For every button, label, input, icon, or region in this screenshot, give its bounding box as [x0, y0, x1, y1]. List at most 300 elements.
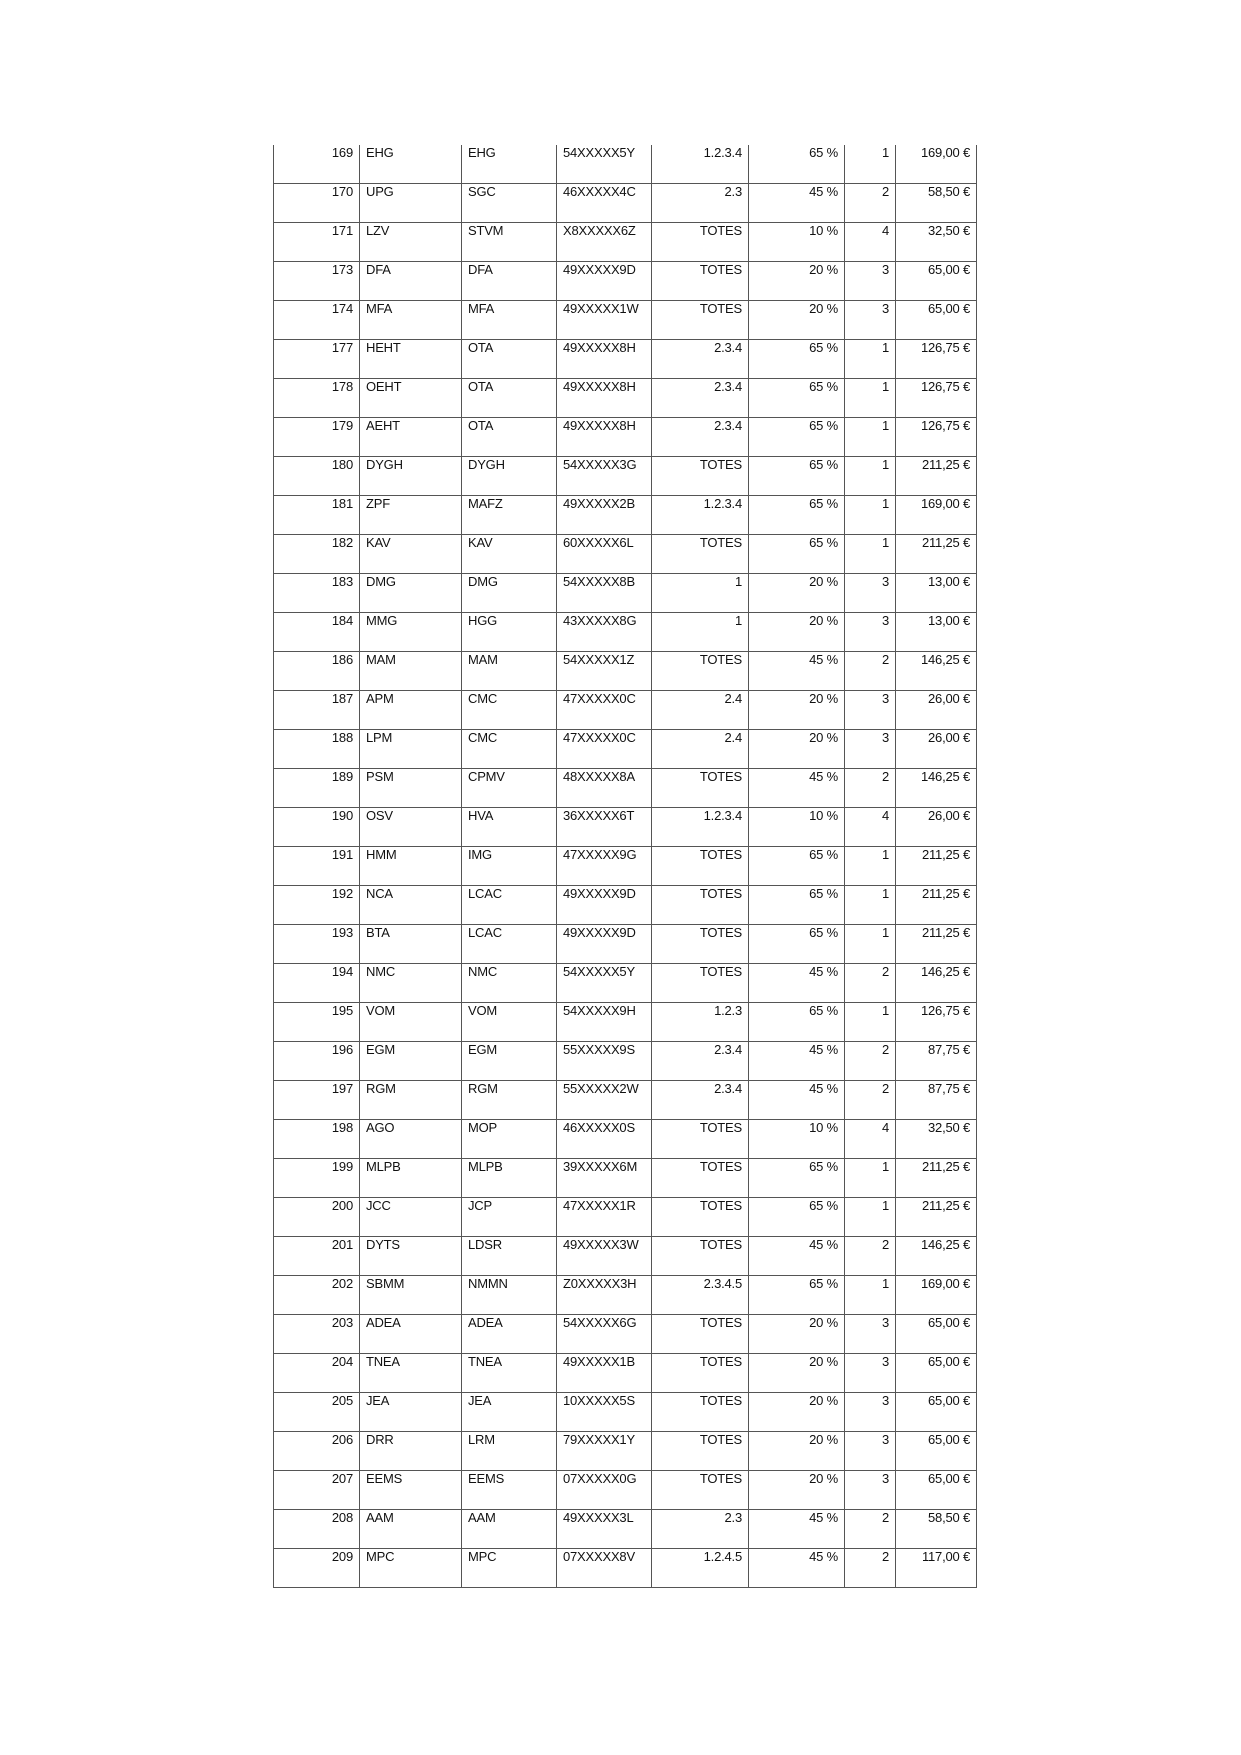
code-b-cell: DFA — [462, 262, 557, 301]
amount-cell: 32,50 € — [896, 223, 977, 262]
level-cell: 1 — [845, 340, 896, 379]
id-cell: 48XXXXX8A — [557, 769, 652, 808]
level-cell: 1 — [845, 145, 896, 184]
percent-cell: 65 % — [749, 496, 845, 535]
row-number-cell: 192 — [274, 886, 360, 925]
id-cell: 49XXXXX1B — [557, 1354, 652, 1393]
code-b-cell: MLPB — [462, 1159, 557, 1198]
amount-cell: 211,25 € — [896, 925, 977, 964]
id-cell: 49XXXXX1W — [557, 301, 652, 340]
level-cell: 2 — [845, 1237, 896, 1276]
level-cell: 3 — [845, 613, 896, 652]
row-number-cell: 202 — [274, 1276, 360, 1315]
percent-cell: 65 % — [749, 1003, 845, 1042]
id-cell: 49XXXXX8H — [557, 379, 652, 418]
table-row — [274, 1393, 977, 1432]
code-b-cell: OTA — [462, 379, 557, 418]
level-cell: 4 — [845, 808, 896, 847]
table-row — [274, 613, 977, 652]
level-cell: 1 — [845, 418, 896, 457]
scope-cell: 1 — [652, 574, 749, 613]
scope-cell: 2.3.4 — [652, 418, 749, 457]
percent-cell: 65 % — [749, 535, 845, 574]
code-b-cell: DMG — [462, 574, 557, 613]
id-cell: 39XXXXX6M — [557, 1159, 652, 1198]
amount-cell: 146,25 € — [896, 964, 977, 1003]
percent-cell: 20 % — [749, 1471, 845, 1510]
code-a-cell: BTA — [360, 925, 462, 964]
table-body — [274, 145, 977, 1588]
code-a-cell: MPC — [360, 1549, 462, 1588]
row-number-cell: 195 — [274, 1003, 360, 1042]
scope-cell: TOTES — [652, 1315, 749, 1354]
amount-cell: 126,75 € — [896, 1003, 977, 1042]
scope-cell: 2.3.4.5 — [652, 1276, 749, 1315]
code-a-cell: LZV — [360, 223, 462, 262]
row-number-cell: 174 — [274, 301, 360, 340]
percent-cell: 65 % — [749, 1159, 845, 1198]
id-cell: 54XXXXX8B — [557, 574, 652, 613]
level-cell: 2 — [845, 1081, 896, 1120]
percent-cell: 45 % — [749, 1042, 845, 1081]
table-row — [274, 1471, 977, 1510]
id-cell: 46XXXXX0S — [557, 1120, 652, 1159]
code-a-cell: ZPF — [360, 496, 462, 535]
table-row — [274, 1510, 977, 1549]
table-row — [274, 1276, 977, 1315]
row-number-cell: 197 — [274, 1081, 360, 1120]
amount-cell: 26,00 € — [896, 808, 977, 847]
code-b-cell: EEMS — [462, 1471, 557, 1510]
code-a-cell: HEHT — [360, 340, 462, 379]
percent-cell: 45 % — [749, 184, 845, 223]
table-row — [274, 1081, 977, 1120]
percent-cell: 65 % — [749, 1276, 845, 1315]
level-cell: 2 — [845, 652, 896, 691]
percent-cell: 65 % — [749, 847, 845, 886]
percent-cell: 20 % — [749, 613, 845, 652]
row-number-cell: 183 — [274, 574, 360, 613]
amount-cell: 65,00 € — [896, 1471, 977, 1510]
id-cell: 47XXXXX0C — [557, 730, 652, 769]
code-b-cell: LCAC — [462, 925, 557, 964]
table-row — [274, 145, 977, 184]
amount-cell: 26,00 € — [896, 730, 977, 769]
level-cell: 3 — [845, 1471, 896, 1510]
scope-cell: TOTES — [652, 457, 749, 496]
code-b-cell: LCAC — [462, 886, 557, 925]
percent-cell: 45 % — [749, 964, 845, 1003]
row-number-cell: 201 — [274, 1237, 360, 1276]
id-cell: 79XXXXX1Y — [557, 1432, 652, 1471]
level-cell: 1 — [845, 1003, 896, 1042]
table-row — [274, 496, 977, 535]
code-b-cell: STVM — [462, 223, 557, 262]
id-cell: 07XXXXX8V — [557, 1549, 652, 1588]
row-number-cell: 208 — [274, 1510, 360, 1549]
percent-cell: 65 % — [749, 340, 845, 379]
code-a-cell: OEHT — [360, 379, 462, 418]
scope-cell: 2.3 — [652, 184, 749, 223]
amount-cell: 32,50 € — [896, 1120, 977, 1159]
id-cell: 07XXXXX0G — [557, 1471, 652, 1510]
percent-cell: 45 % — [749, 1237, 845, 1276]
code-b-cell: MAM — [462, 652, 557, 691]
table-row — [274, 574, 977, 613]
scope-cell: TOTES — [652, 301, 749, 340]
scope-cell: TOTES — [652, 1159, 749, 1198]
code-a-cell: NCA — [360, 886, 462, 925]
code-b-cell: MFA — [462, 301, 557, 340]
code-b-cell: CPMV — [462, 769, 557, 808]
code-a-cell: UPG — [360, 184, 462, 223]
code-a-cell: KAV — [360, 535, 462, 574]
row-number-cell: 182 — [274, 535, 360, 574]
id-cell: 55XXXXX9S — [557, 1042, 652, 1081]
level-cell: 2 — [845, 1042, 896, 1081]
row-number-cell: 179 — [274, 418, 360, 457]
scope-cell: 2.3.4 — [652, 379, 749, 418]
table-row — [274, 769, 977, 808]
row-number-cell: 180 — [274, 457, 360, 496]
code-a-cell: PSM — [360, 769, 462, 808]
scope-cell: TOTES — [652, 964, 749, 1003]
row-number-cell: 189 — [274, 769, 360, 808]
table-row — [274, 925, 977, 964]
level-cell: 2 — [845, 964, 896, 1003]
row-number-cell: 200 — [274, 1198, 360, 1237]
amount-cell: 211,25 € — [896, 886, 977, 925]
id-cell: 49XXXXX9D — [557, 886, 652, 925]
scope-cell: 1.2.4.5 — [652, 1549, 749, 1588]
amount-cell: 87,75 € — [896, 1042, 977, 1081]
table-row — [274, 886, 977, 925]
code-a-cell: OSV — [360, 808, 462, 847]
scope-cell: 1.2.3 — [652, 1003, 749, 1042]
table-row — [274, 1432, 977, 1471]
row-number-cell: 184 — [274, 613, 360, 652]
code-b-cell: TNEA — [462, 1354, 557, 1393]
scope-cell: TOTES — [652, 886, 749, 925]
table-row — [274, 1315, 977, 1354]
code-a-cell: MLPB — [360, 1159, 462, 1198]
level-cell: 3 — [845, 1432, 896, 1471]
id-cell: 54XXXXX5Y — [557, 964, 652, 1003]
scope-cell: 1 — [652, 613, 749, 652]
table-row — [274, 457, 977, 496]
scope-cell: TOTES — [652, 1471, 749, 1510]
level-cell: 1 — [845, 379, 896, 418]
table-row — [274, 1042, 977, 1081]
percent-cell: 20 % — [749, 1354, 845, 1393]
table-row — [274, 808, 977, 847]
table-row — [274, 1003, 977, 1042]
table-row — [274, 847, 977, 886]
code-b-cell: AAM — [462, 1510, 557, 1549]
percent-cell: 20 % — [749, 301, 845, 340]
code-b-cell: JCP — [462, 1198, 557, 1237]
scope-cell: 2.3 — [652, 1510, 749, 1549]
row-number-cell: 188 — [274, 730, 360, 769]
amount-cell: 65,00 € — [896, 1354, 977, 1393]
scope-cell: 2.3.4 — [652, 1042, 749, 1081]
level-cell: 3 — [845, 262, 896, 301]
amount-cell: 169,00 € — [896, 1276, 977, 1315]
amount-cell: 65,00 € — [896, 1315, 977, 1354]
row-number-cell: 171 — [274, 223, 360, 262]
row-number-cell: 181 — [274, 496, 360, 535]
id-cell: 60XXXXX6L — [557, 535, 652, 574]
percent-cell: 20 % — [749, 730, 845, 769]
id-cell: 49XXXXX9D — [557, 262, 652, 301]
code-b-cell: HGG — [462, 613, 557, 652]
table-row — [274, 340, 977, 379]
table-row — [274, 379, 977, 418]
amount-cell: 169,00 € — [896, 496, 977, 535]
row-number-cell: 170 — [274, 184, 360, 223]
table-row — [274, 418, 977, 457]
code-a-cell: MMG — [360, 613, 462, 652]
amount-cell: 126,75 € — [896, 340, 977, 379]
level-cell: 1 — [845, 496, 896, 535]
code-b-cell: RGM — [462, 1081, 557, 1120]
percent-cell: 45 % — [749, 652, 845, 691]
row-number-cell: 196 — [274, 1042, 360, 1081]
row-number-cell: 204 — [274, 1354, 360, 1393]
level-cell: 2 — [845, 1549, 896, 1588]
code-b-cell: HVA — [462, 808, 557, 847]
code-a-cell: JEA — [360, 1393, 462, 1432]
level-cell: 2 — [845, 184, 896, 223]
code-a-cell: HMM — [360, 847, 462, 886]
code-a-cell: SBMM — [360, 1276, 462, 1315]
level-cell: 3 — [845, 1315, 896, 1354]
row-number-cell: 187 — [274, 691, 360, 730]
scope-cell: TOTES — [652, 1237, 749, 1276]
amount-cell: 146,25 € — [896, 769, 977, 808]
scope-cell: TOTES — [652, 223, 749, 262]
percent-cell: 65 % — [749, 457, 845, 496]
id-cell: 49XXXXX3W — [557, 1237, 652, 1276]
scope-cell: TOTES — [652, 262, 749, 301]
scope-cell: TOTES — [652, 652, 749, 691]
level-cell: 4 — [845, 223, 896, 262]
amount-cell: 211,25 € — [896, 847, 977, 886]
id-cell: 49XXXXX9D — [557, 925, 652, 964]
code-a-cell: VOM — [360, 1003, 462, 1042]
id-cell: 54XXXXX9H — [557, 1003, 652, 1042]
level-cell: 3 — [845, 730, 896, 769]
amount-cell: 211,25 € — [896, 1198, 977, 1237]
id-cell: 47XXXXX0C — [557, 691, 652, 730]
scope-cell: TOTES — [652, 535, 749, 574]
code-a-cell: DRR — [360, 1432, 462, 1471]
amount-cell: 65,00 € — [896, 1432, 977, 1471]
percent-cell: 65 % — [749, 925, 845, 964]
level-cell: 1 — [845, 847, 896, 886]
amount-cell: 13,00 € — [896, 613, 977, 652]
code-b-cell: MAFZ — [462, 496, 557, 535]
percent-cell: 65 % — [749, 1198, 845, 1237]
row-number-cell: 194 — [274, 964, 360, 1003]
id-cell: 55XXXXX2W — [557, 1081, 652, 1120]
id-cell: 54XXXXX3G — [557, 457, 652, 496]
code-a-cell: DYTS — [360, 1237, 462, 1276]
table-row — [274, 1237, 977, 1276]
table-row — [274, 223, 977, 262]
percent-cell: 65 % — [749, 379, 845, 418]
percent-cell: 45 % — [749, 1081, 845, 1120]
code-a-cell: DFA — [360, 262, 462, 301]
table-row — [274, 691, 977, 730]
row-number-cell: 178 — [274, 379, 360, 418]
code-b-cell: MPC — [462, 1549, 557, 1588]
level-cell: 3 — [845, 1354, 896, 1393]
amount-cell: 211,25 € — [896, 535, 977, 574]
percent-cell: 20 % — [749, 691, 845, 730]
row-number-cell: 173 — [274, 262, 360, 301]
id-cell: X8XXXXX6Z — [557, 223, 652, 262]
code-b-cell: OTA — [462, 418, 557, 457]
row-number-cell: 169 — [274, 145, 360, 184]
id-cell: Z0XXXXX3H — [557, 1276, 652, 1315]
id-cell: 43XXXXX8G — [557, 613, 652, 652]
id-cell: 54XXXXX5Y — [557, 145, 652, 184]
percent-cell: 10 % — [749, 223, 845, 262]
level-cell: 4 — [845, 1120, 896, 1159]
level-cell: 1 — [845, 886, 896, 925]
amount-cell: 126,75 € — [896, 418, 977, 457]
scope-cell: TOTES — [652, 769, 749, 808]
id-cell: 10XXXXX5S — [557, 1393, 652, 1432]
level-cell: 1 — [845, 1159, 896, 1198]
scope-cell: TOTES — [652, 1354, 749, 1393]
scope-cell: 1.2.3.4 — [652, 496, 749, 535]
table-row — [274, 1354, 977, 1393]
scope-cell: 2.3.4 — [652, 340, 749, 379]
scope-cell: TOTES — [652, 1393, 749, 1432]
amount-cell: 13,00 € — [896, 574, 977, 613]
percent-cell: 65 % — [749, 886, 845, 925]
amount-cell: 146,25 € — [896, 1237, 977, 1276]
level-cell: 2 — [845, 1510, 896, 1549]
table-row — [274, 730, 977, 769]
row-number-cell: 186 — [274, 652, 360, 691]
percent-cell: 45 % — [749, 1510, 845, 1549]
code-a-cell: AEHT — [360, 418, 462, 457]
percent-cell: 20 % — [749, 1315, 845, 1354]
row-number-cell: 190 — [274, 808, 360, 847]
data-table — [273, 145, 977, 1588]
table-row — [274, 652, 977, 691]
percent-cell: 65 % — [749, 418, 845, 457]
code-a-cell: RGM — [360, 1081, 462, 1120]
code-b-cell: LDSR — [462, 1237, 557, 1276]
row-number-cell: 193 — [274, 925, 360, 964]
percent-cell: 20 % — [749, 1432, 845, 1471]
code-b-cell: ADEA — [462, 1315, 557, 1354]
table-row — [274, 184, 977, 223]
code-b-cell: LRM — [462, 1432, 557, 1471]
code-b-cell: NMMN — [462, 1276, 557, 1315]
code-b-cell: IMG — [462, 847, 557, 886]
id-cell: 46XXXXX4C — [557, 184, 652, 223]
percent-cell: 10 % — [749, 808, 845, 847]
scope-cell: TOTES — [652, 1432, 749, 1471]
table-row — [274, 1198, 977, 1237]
row-number-cell: 199 — [274, 1159, 360, 1198]
table-row — [274, 535, 977, 574]
amount-cell: 26,00 € — [896, 691, 977, 730]
code-b-cell: VOM — [462, 1003, 557, 1042]
code-a-cell: MFA — [360, 301, 462, 340]
code-a-cell: EGM — [360, 1042, 462, 1081]
table-row — [274, 1549, 977, 1588]
scope-cell: 2.3.4 — [652, 1081, 749, 1120]
amount-cell: 117,00 € — [896, 1549, 977, 1588]
scope-cell: TOTES — [652, 847, 749, 886]
level-cell: 3 — [845, 574, 896, 613]
code-a-cell: EEMS — [360, 1471, 462, 1510]
level-cell: 1 — [845, 457, 896, 496]
code-a-cell: JCC — [360, 1198, 462, 1237]
percent-cell: 45 % — [749, 769, 845, 808]
row-number-cell: 177 — [274, 340, 360, 379]
id-cell: 49XXXXX8H — [557, 418, 652, 457]
scope-cell: 1.2.3.4 — [652, 145, 749, 184]
table-row — [274, 301, 977, 340]
amount-cell: 58,50 € — [896, 1510, 977, 1549]
amount-cell: 169,00 € — [896, 145, 977, 184]
level-cell: 3 — [845, 1393, 896, 1432]
percent-cell: 65 % — [749, 145, 845, 184]
code-b-cell: CMC — [462, 730, 557, 769]
row-number-cell: 203 — [274, 1315, 360, 1354]
amount-cell: 58,50 € — [896, 184, 977, 223]
table-row — [274, 262, 977, 301]
code-a-cell: LPM — [360, 730, 462, 769]
amount-cell: 211,25 € — [896, 457, 977, 496]
level-cell: 1 — [845, 925, 896, 964]
percent-cell: 45 % — [749, 1549, 845, 1588]
amount-cell: 146,25 € — [896, 652, 977, 691]
code-b-cell: MOP — [462, 1120, 557, 1159]
id-cell: 49XXXXX8H — [557, 340, 652, 379]
amount-cell: 126,75 € — [896, 379, 977, 418]
code-a-cell: ADEA — [360, 1315, 462, 1354]
id-cell: 54XXXXX6G — [557, 1315, 652, 1354]
level-cell: 1 — [845, 535, 896, 574]
code-b-cell: SGC — [462, 184, 557, 223]
level-cell: 1 — [845, 1198, 896, 1237]
percent-cell: 20 % — [749, 1393, 845, 1432]
code-a-cell: AAM — [360, 1510, 462, 1549]
scope-cell: 2.4 — [652, 691, 749, 730]
level-cell: 2 — [845, 769, 896, 808]
scope-cell: TOTES — [652, 925, 749, 964]
amount-cell: 211,25 € — [896, 1159, 977, 1198]
scope-cell: TOTES — [652, 1198, 749, 1237]
row-number-cell: 191 — [274, 847, 360, 886]
row-number-cell: 207 — [274, 1471, 360, 1510]
percent-cell: 20 % — [749, 262, 845, 301]
row-number-cell: 206 — [274, 1432, 360, 1471]
percent-cell: 20 % — [749, 574, 845, 613]
code-a-cell: APM — [360, 691, 462, 730]
code-b-cell: DYGH — [462, 457, 557, 496]
code-a-cell: DMG — [360, 574, 462, 613]
code-a-cell: NMC — [360, 964, 462, 1003]
